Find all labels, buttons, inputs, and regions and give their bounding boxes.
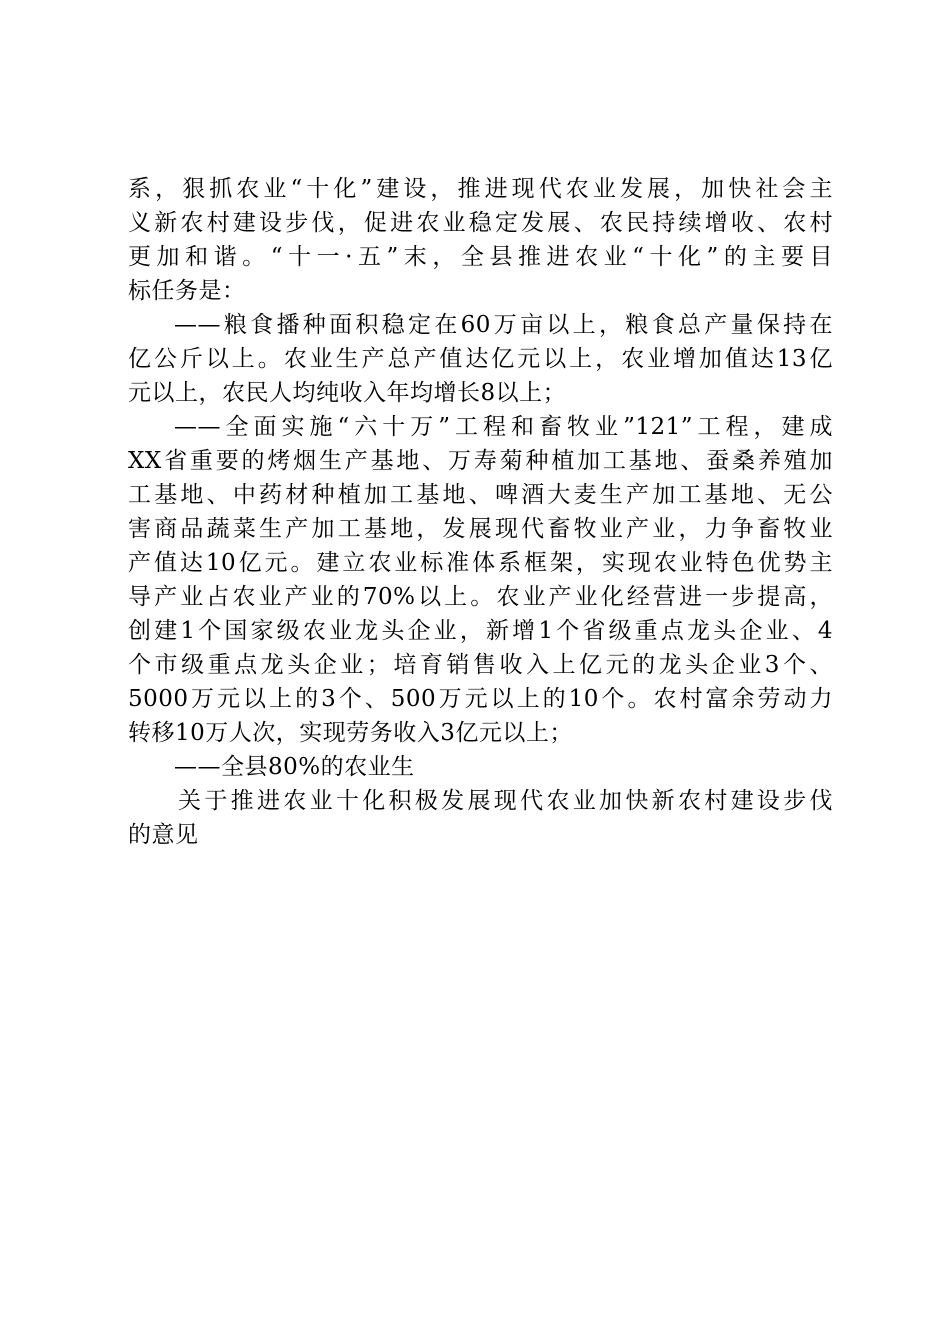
text-line: 标任务是： <box>128 278 246 304</box>
text-line: 5000万元以上的3个、500万元以上的10个。农村富余劳动力 <box>128 686 833 712</box>
text-line: ——全面实施“六十万”工程和畜牧业”121”工程，建成 <box>174 414 833 440</box>
text-line: 转移10万人次，实现劳务收入3亿元以上； <box>128 720 573 746</box>
text-line: XX省重要的烤烟生产基地、万寿菊种植加工基地、蚕桑养殖加 <box>128 448 833 474</box>
text-line: 义新农村建设步伐，促进农业稳定发展、农民持续增收、农村 <box>128 210 833 236</box>
text-line: 工基地、中药材种植加工基地、啤酒大麦生产加工基地、无公 <box>128 482 833 508</box>
document-body <box>128 172 833 852</box>
text-line: 导产业占农业产业的70%以上。农业产业化经营进一步提高， <box>128 584 833 610</box>
text-line: 亿公斤以上。农业生产总产值达亿元以上，农业增加值达13亿 <box>128 346 833 372</box>
document-title-line: 的意见 <box>128 822 199 848</box>
text-line: 元以上，农民人均纯收入年均增长8以上； <box>128 380 567 406</box>
text-line: 害商品蔬菜生产加工基地，发展现代畜牧业产业，力争畜牧业 <box>128 516 833 542</box>
text-line: ——粮食播种面积稳定在60万亩以上，粮食总产量保持在 <box>174 312 833 338</box>
document-title-line: 关于推进农业十化积极发展现代农业加快新农村建设步伐 <box>178 788 833 814</box>
text-line: 更加和谐。“十一·五”末，全县推进农业“十化”的主要目 <box>128 244 833 270</box>
text-line: 产值达10亿元。建立农业标准体系框架，实现农业特色优势主 <box>128 550 833 576</box>
text-line: 系，狠抓农业“十化”建设，推进现代农业发展，加快社会主 <box>128 176 833 202</box>
text-line: 个市级重点龙头企业；培育销售收入上亿元的龙头企业3个、 <box>128 652 833 678</box>
text-line: ——全县80%的农业生 <box>174 754 415 780</box>
text-line: 创建1个国家级农业龙头企业，新增1个省级重点龙头企业、4 <box>128 618 833 644</box>
